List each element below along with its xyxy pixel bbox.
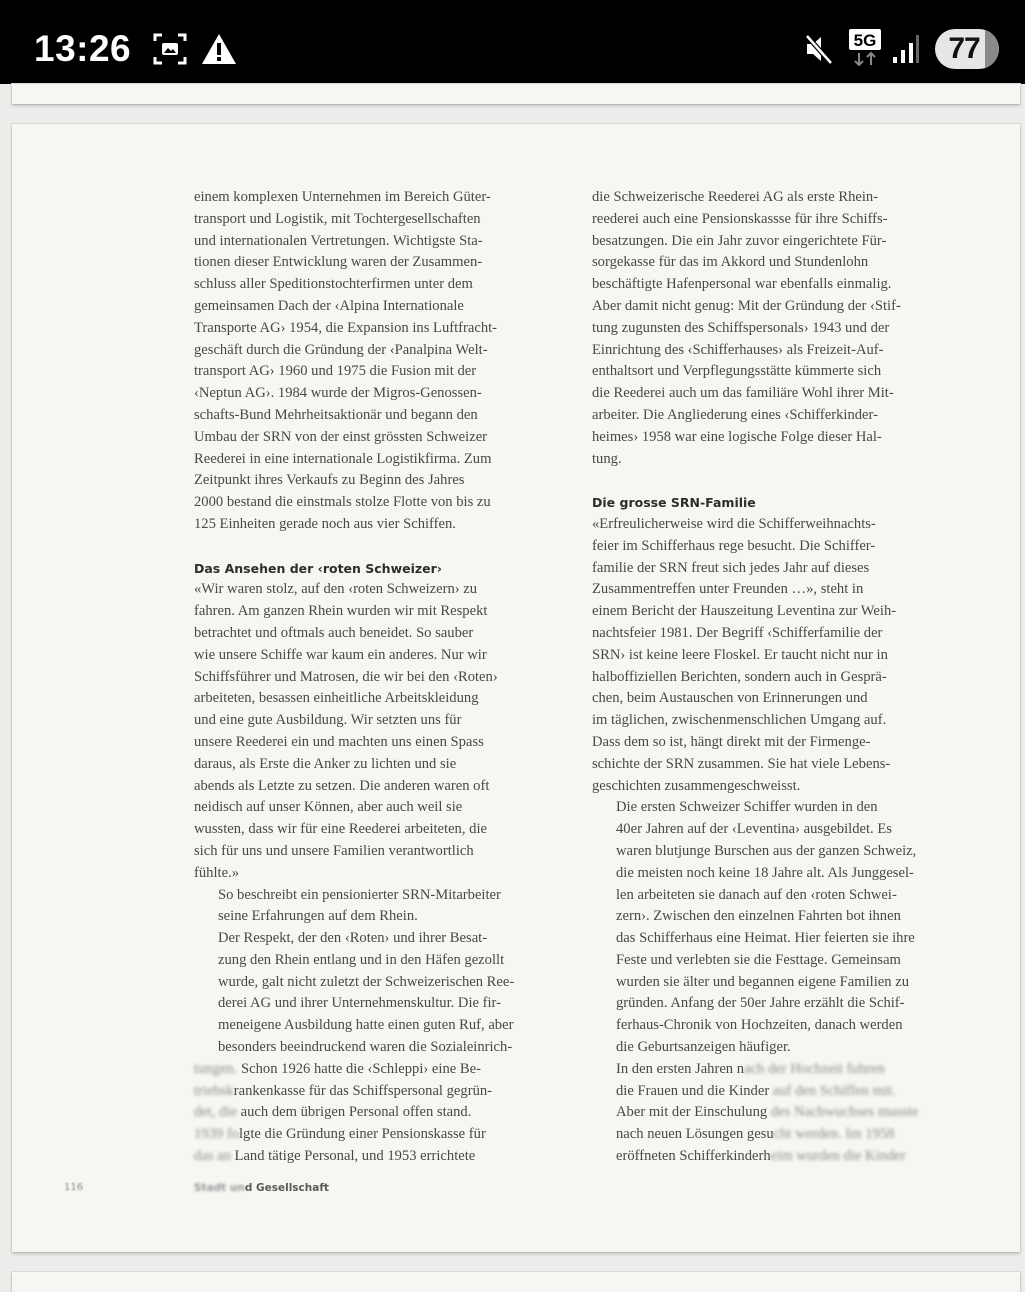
battery-icon — [935, 29, 999, 69]
text-line: arbeiter. Die Angliederung eines ‹Schifferkinder- — [592, 406, 878, 423]
text-line: betrachtet und oftmals auch beneidet. So sauber — [194, 624, 474, 641]
blurred-text: das an — [194, 1148, 231, 1165]
visible-text: die Frauen und die Kinder — [616, 1082, 770, 1099]
next-page[interactable] — [12, 1272, 1020, 1292]
text-line: schluss aller Speditionstochterfirmen unter dem — [194, 276, 473, 293]
text-line: transport und Logistik, mit Tochtergesellschaften — [194, 210, 481, 227]
text-line: arbeiteten, besassen einheitliche Arbeitskleidung — [194, 690, 479, 707]
text-line — [194, 1124, 582, 1146]
visible-text: In den ersten Jahren n — [616, 1060, 745, 1077]
text-line: heimes› 1958 war eine logische Folge dieser Hal- — [592, 428, 882, 445]
blurred-text: det, die — [194, 1104, 237, 1121]
visible-text: Land tätige Personal, und 1953 errichtete — [230, 1148, 476, 1165]
text-line: geschichten zusammengeschweisst. — [592, 777, 801, 794]
text-line: wurden sie älter und begannen eigene Familien zu — [616, 973, 909, 990]
blurred-text: des Nachwuchses musste — [767, 1104, 919, 1121]
footer-title-blurred: Stadt un — [194, 1182, 245, 1194]
text-line: geschäft durch die Gründung der ‹Panalpina Welt- — [194, 341, 488, 358]
text-line: meneigene Ausbildung hatte einen guten Ruf, aber — [218, 1017, 514, 1034]
text-line — [592, 1059, 980, 1081]
text-line: besatzungen. Die ein Jahr zuvor eingerichtete Für- — [592, 232, 887, 249]
text-line — [592, 1124, 980, 1146]
text-line: reederei auch eine Pensionskassse für ihre Schiffs- — [592, 210, 888, 227]
blurred-text: cht werden. Im 1958 — [773, 1126, 895, 1143]
text-line: beschäftigte Hafenpersonal war ebenfalls einmalig. — [592, 276, 892, 293]
warning-icon — [201, 33, 237, 65]
text-line: gründen. Anfang der 50er Jahre erzählt die Schif- — [616, 995, 905, 1012]
text-line: wussten, dass wir für eine Reederei arbeiteten, die — [194, 821, 487, 838]
right-paragraph-1 — [592, 187, 980, 470]
text-line: enthaltsort und Verpflegungsstätte kümmerte sich — [592, 363, 882, 380]
text-line: und internationalen Vertretungen. Wichtigste Sta- — [194, 232, 483, 249]
screenshot-icon — [153, 32, 187, 66]
text-line: Aber damit nicht genug: Mit der Gründung der ‹Stif- — [592, 297, 901, 314]
text-line: Zeitpunkt ihres Verkaufs zu Beginn des Jahres — [194, 472, 465, 489]
text-line: Dass dem so ist, hängt direkt mit der Firmenge- — [592, 733, 871, 750]
text-line: die Reederei auch um das familiäre Wohl ihrer Mit- — [592, 385, 894, 402]
left-column — [194, 187, 582, 1168]
battery-level: 77 — [948, 32, 980, 65]
text-line: Feste und verlebten sie die Festtage. Gemeinsam — [616, 951, 901, 968]
text-line: schafts-Bund Mehrheitsaktionär und begann den — [194, 406, 478, 423]
footer-title-text: d Gesellschaft — [244, 1182, 329, 1194]
visible-text: eröffneten Schifferkinderh — [616, 1148, 771, 1165]
text-line: ‹Neptun AG›. 1984 wurde der Migros-Genossen- — [194, 385, 482, 402]
text-line: abends als Letzte zu setzen. Die anderen waren oft — [194, 777, 490, 794]
blurred-text: ach der Hochzeit fuhren — [744, 1060, 885, 1077]
left-paragraph-4-partial — [194, 1059, 582, 1168]
right-column — [592, 187, 980, 1168]
text-line: len arbeiteten sie danach auf den ‹roten Schwei- — [616, 886, 897, 903]
text-line: zung den Rhein entlang und in den Häfen gezollt — [218, 951, 505, 968]
text-line: Zusammentreffen unter Freunden …», steht in — [592, 581, 864, 598]
text-line: familie der SRN freut sich jedes Jahr auf dieses — [592, 559, 870, 576]
text-line: «Erfreulicherweise wird die Schifferweihnachts- — [592, 515, 876, 532]
visible-text: Schon 1926 hatte die ‹Schleppi› eine Be- — [237, 1060, 481, 1077]
text-line: feier im Schifferhaus rege besucht. Die Schiffer- — [592, 537, 876, 554]
text-line: besonders beeindruckend waren die Sozialeinrich- — [218, 1039, 513, 1056]
left-paragraph-4 — [194, 928, 582, 1059]
text-line: Transporte AG› 1954, die Expansion ins Luftfracht- — [194, 319, 498, 336]
right-paragraph-2 — [592, 514, 980, 797]
text-line: neidisch auf unser Können, aber auch weil sie — [194, 799, 463, 816]
text-line — [194, 1102, 582, 1124]
network-label: 5G — [853, 31, 877, 50]
text-line: nachtsfeier 1981. Der Begriff ‹Schifferfamilie der — [592, 624, 883, 641]
blurred-text: auf den Schiffen mit. — [769, 1082, 896, 1099]
text-line: im täglichen, zwischenmenschlichen Umgang auf. — [592, 712, 887, 729]
left-paragraph-3 — [194, 885, 582, 929]
text-line: tung. — [592, 450, 622, 467]
text-line: SRN› ist keine leere Floskel. Er taucht nicht nur in — [592, 646, 888, 663]
blurred-text: triebsk — [194, 1082, 234, 1099]
blurred-text: eim wurden die Kinder — [770, 1148, 906, 1165]
text-line: das Schifferhaus eine Heimat. Hier feierten sie ihre — [616, 930, 915, 947]
text-line: zern›. Zwischen den einzelnen Fahrten bot ihnen — [616, 908, 901, 925]
text-line: wie unsere Schiffe war kaum ein anderes. Nur wir — [194, 646, 487, 663]
text-line: schichte der SRN zusammen. Sie hat viele Lebens- — [592, 755, 891, 772]
text-line: die Schweizerische Reederei AG als erste Rhein- — [592, 189, 879, 205]
text-line: Umbau der SRN von der einst grössten Schweizer — [194, 428, 488, 445]
text-line: derei AG und ihrer Unternehmenskultur. Die fir- — [218, 995, 501, 1012]
text-line — [194, 1059, 582, 1081]
text-line: fahren. Am ganzen Rhein wurden wir mit Respekt — [194, 603, 488, 620]
text-line: tionen dieser Entwicklung waren der Zusammen- — [194, 254, 483, 271]
text-line: tung zugunsten des Schiffspersonals› 1943 und der — [592, 319, 890, 336]
text-line: Die ersten Schweizer Schiffer wurden in den — [616, 799, 878, 816]
text-line: und eine gute Ausbildung. Wir setzten uns für — [194, 712, 462, 729]
text-line: So beschreibt ein pensionierter SRN-Mitarbeiter — [218, 886, 501, 903]
text-line: 40er Jahren auf der ‹Leventina› ausgebildet. Es — [616, 821, 892, 838]
text-line: waren blutjunge Burschen aus der ganzen Schweiz, — [616, 842, 917, 859]
text-line: 125 Einheiten gerade noch aus vier Schiffen. — [194, 515, 456, 532]
text-line: fühlte.» — [194, 864, 239, 881]
text-line: gemeinsamen Dach der ‹Alpina Internationale — [194, 297, 464, 314]
text-line: sich für uns und unsere Familien verantwortlich — [194, 842, 474, 859]
section-heading-srn-familie: Die grosse SRN-Familie — [592, 495, 756, 511]
visible-text: Aber mit der Einschulung — [616, 1104, 768, 1121]
visible-text: nach neuen Lösungen gesu — [616, 1126, 774, 1143]
text-line: seine Erfahrungen auf dem Rhein. — [218, 908, 418, 925]
right-paragraph-3 — [592, 797, 980, 1059]
section-heading-ansehen: Das Ansehen der ‹roten Schweizer› — [194, 560, 442, 576]
text-line: ferhaus-Chronik von Hochzeiten, danach werden — [616, 1017, 903, 1034]
5g-network-icon — [848, 28, 882, 68]
visible-text: auch dem übrigen Personal offen stand. — [236, 1104, 472, 1121]
signal-icon — [892, 34, 920, 64]
text-line: «Wir waren stolz, auf den ‹roten Schweizern› zu — [194, 581, 478, 598]
text-line — [592, 1081, 980, 1103]
visible-text: lgte die Gründung einer Pensionskasse für — [239, 1126, 486, 1143]
left-paragraph-1 — [194, 187, 582, 536]
text-line: sorgekasse für das im Akkord und Stundenlohn — [592, 254, 869, 271]
text-line — [592, 1102, 980, 1124]
running-footer-title — [194, 1182, 329, 1194]
blurred-text: 1939 fo — [194, 1126, 239, 1143]
text-line: wurde, galt nicht zuletzt der Schweizerischen Ree- — [218, 973, 515, 990]
left-paragraph-2 — [194, 579, 582, 884]
text-line — [194, 1081, 582, 1103]
blurred-text: tungen. — [194, 1060, 238, 1077]
text-line: chen, beim Austauschen von Erinnerungen und — [592, 690, 868, 707]
text-line: Reederei in eine internationale Logistikfirma. Zum — [194, 450, 492, 467]
text-line: halboffiziellen Berichten, sondern auch in Gesprä- — [592, 668, 887, 685]
previous-page[interactable] — [12, 84, 1020, 104]
text-line: daraus, als Erste die Anker zu lichten und sie — [194, 755, 457, 772]
page-number: 116 — [64, 1182, 84, 1193]
text-line: transport AG› 1960 und 1975 die Fusion mit der — [194, 363, 477, 380]
right-paragraph-4-partial — [592, 1059, 980, 1168]
text-line: einem Bericht der Hauszeitung Leventina zur Weih- — [592, 603, 897, 620]
visible-text: rankenkasse für das Schiffspersonal gegrün- — [233, 1082, 493, 1099]
text-line: die Geburtsanzeigen häufiger. — [616, 1039, 791, 1056]
text-line: die meisten noch keine 18 Jahre alt. Als Junggesel- — [616, 864, 914, 881]
text-line: unsere Reederei ein und machten uns einen Spass — [194, 733, 484, 750]
text-line: Schiffsführer und Matrosen, die wir bei den ‹Roten› — [194, 668, 498, 685]
text-line: Der Respekt, der den ‹Roten› und ihrer Besat- — [218, 930, 488, 947]
status-bar — [0, 0, 1025, 84]
text-line — [194, 1146, 582, 1168]
text-line: 2000 bestand die einstmals stolze Flotte von bis zu — [194, 494, 491, 511]
text-line: einem komplexen Unternehmen im Bereich Güter- — [194, 189, 491, 205]
text-line — [592, 1146, 980, 1168]
document-page[interactable] — [12, 124, 1020, 1252]
mute-icon — [803, 33, 835, 65]
status-time: 13:26 — [34, 28, 132, 69]
text-line: Einrichtung des ‹Schifferhauses› als Freizeit-Auf- — [592, 341, 884, 358]
